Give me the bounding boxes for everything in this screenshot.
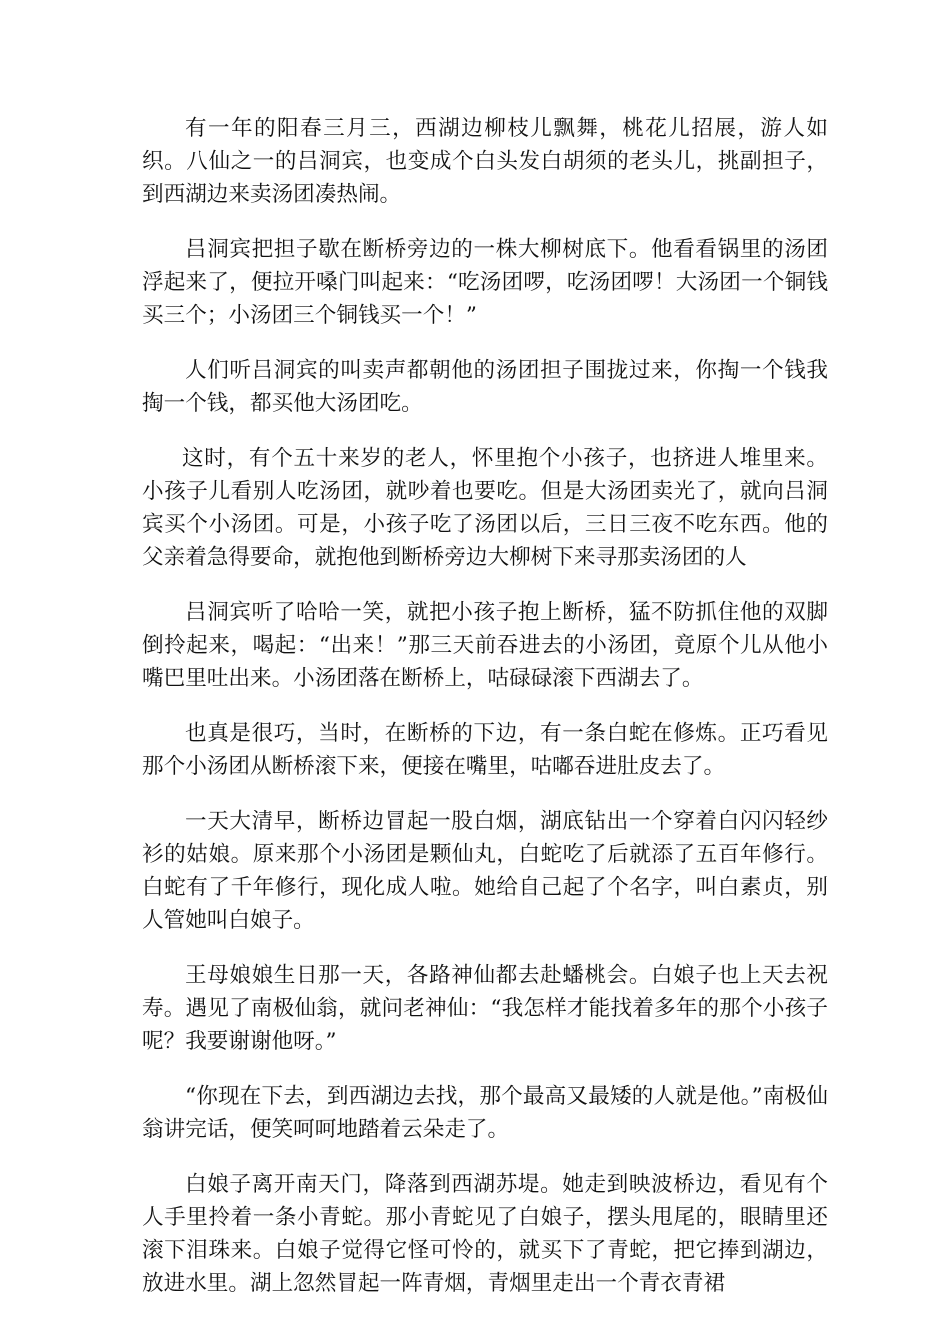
paragraph-6: 也真是很巧，当时，在断桥的下边，有一条白蛇在修炼。正巧看见那个小汤团从断桥滚下来，便接在嘴里，咕嘟吞进肚皮去了。 [142, 721, 828, 779]
document-page [142, 112, 828, 1322]
paragraph-4: 这时，有个五十来岁的老人，怀里抱个小孩子，也挤进人堆里来。小孩子儿看别人吃汤团，就吵着也要吃。但是大汤团卖光了，就向吕洞宾买个小汤团。可是，小孩子吃了汤团以后，三日三夜不吃东西。他的父亲着急得要命，就抱他到断桥旁边大柳树下来寻那卖汤团的人 [142, 446, 828, 570]
paragraph-8: 王母娘娘生日那一天，各路神仙都去赴蟠桃会。白娘子也上天去祝寿。遇见了南极仙翁，就问老神仙：“我怎样才能找着多年的那个小孩子呢？我要谢谢他呀。” [142, 963, 828, 1054]
paragraph-1: 有一年的阳春三月三，西湖边柳枝儿飘舞，桃花儿招展，游人如织。八仙之一的吕洞宾，也变成个白头发白胡须的老头儿，挑副担子，到西湖边来卖汤团凑热闹。 [142, 116, 828, 207]
paragraph-5: 吕洞宾听了哈哈一笑，就把小孩子抱上断桥，猛不防抓住他的双脚倒拎起来，喝起：“出来！”那三天前吞进去的小汤团，竟原个儿从他小嘴巴里吐出来。小汤团落在断桥上，咕碌碌滚下西湖去了。 [142, 600, 828, 691]
paragraph-3: 人们听吕洞宾的叫卖声都朝他的汤团担子围拢过来，你掏一个钱我掏一个钱，都买他大汤团吃。 [142, 358, 828, 416]
paragraph-10: 白娘子离开南天门，降落到西湖苏堤。她走到映波桥边，看见有个人手里拎着一条小青蛇。那小青蛇见了白娘子，摆头甩尾的，眼睛里还滚下泪珠来。白娘子觉得它怪可怜的，就买下了青蛇，把它捧到湖边，放进水里。湖上忽然冒起一阵青烟，青烟里走出一个青衣青裙 [142, 1172, 828, 1296]
paragraph-9: “你现在下去，到西湖边去找，那个最高又最矮的人就是他。”南极仙翁讲完话，便笑呵呵地踏着云朵走了。 [142, 1084, 828, 1142]
paragraph-7: 一天大清早，断桥边冒起一股白烟，湖底钻出一个穿着白闪闪轻纱衫的姑娘。原来那个小汤团是颗仙丸，白蛇吃了后就添了五百年修行。白蛇有了千年修行，现化成人啦。她给自己起了个名字，叫白素贞，别人管她叫白娘子。 [142, 809, 828, 933]
paragraph-2: 吕洞宾把担子歇在断桥旁边的一株大柳树底下。他看看锅里的汤团浮起来了，便拉开嗓门叫起来：“吃汤团啰，吃汤团啰！大汤团一个铜钱买三个；小汤团三个铜钱买一个！” [142, 237, 828, 328]
